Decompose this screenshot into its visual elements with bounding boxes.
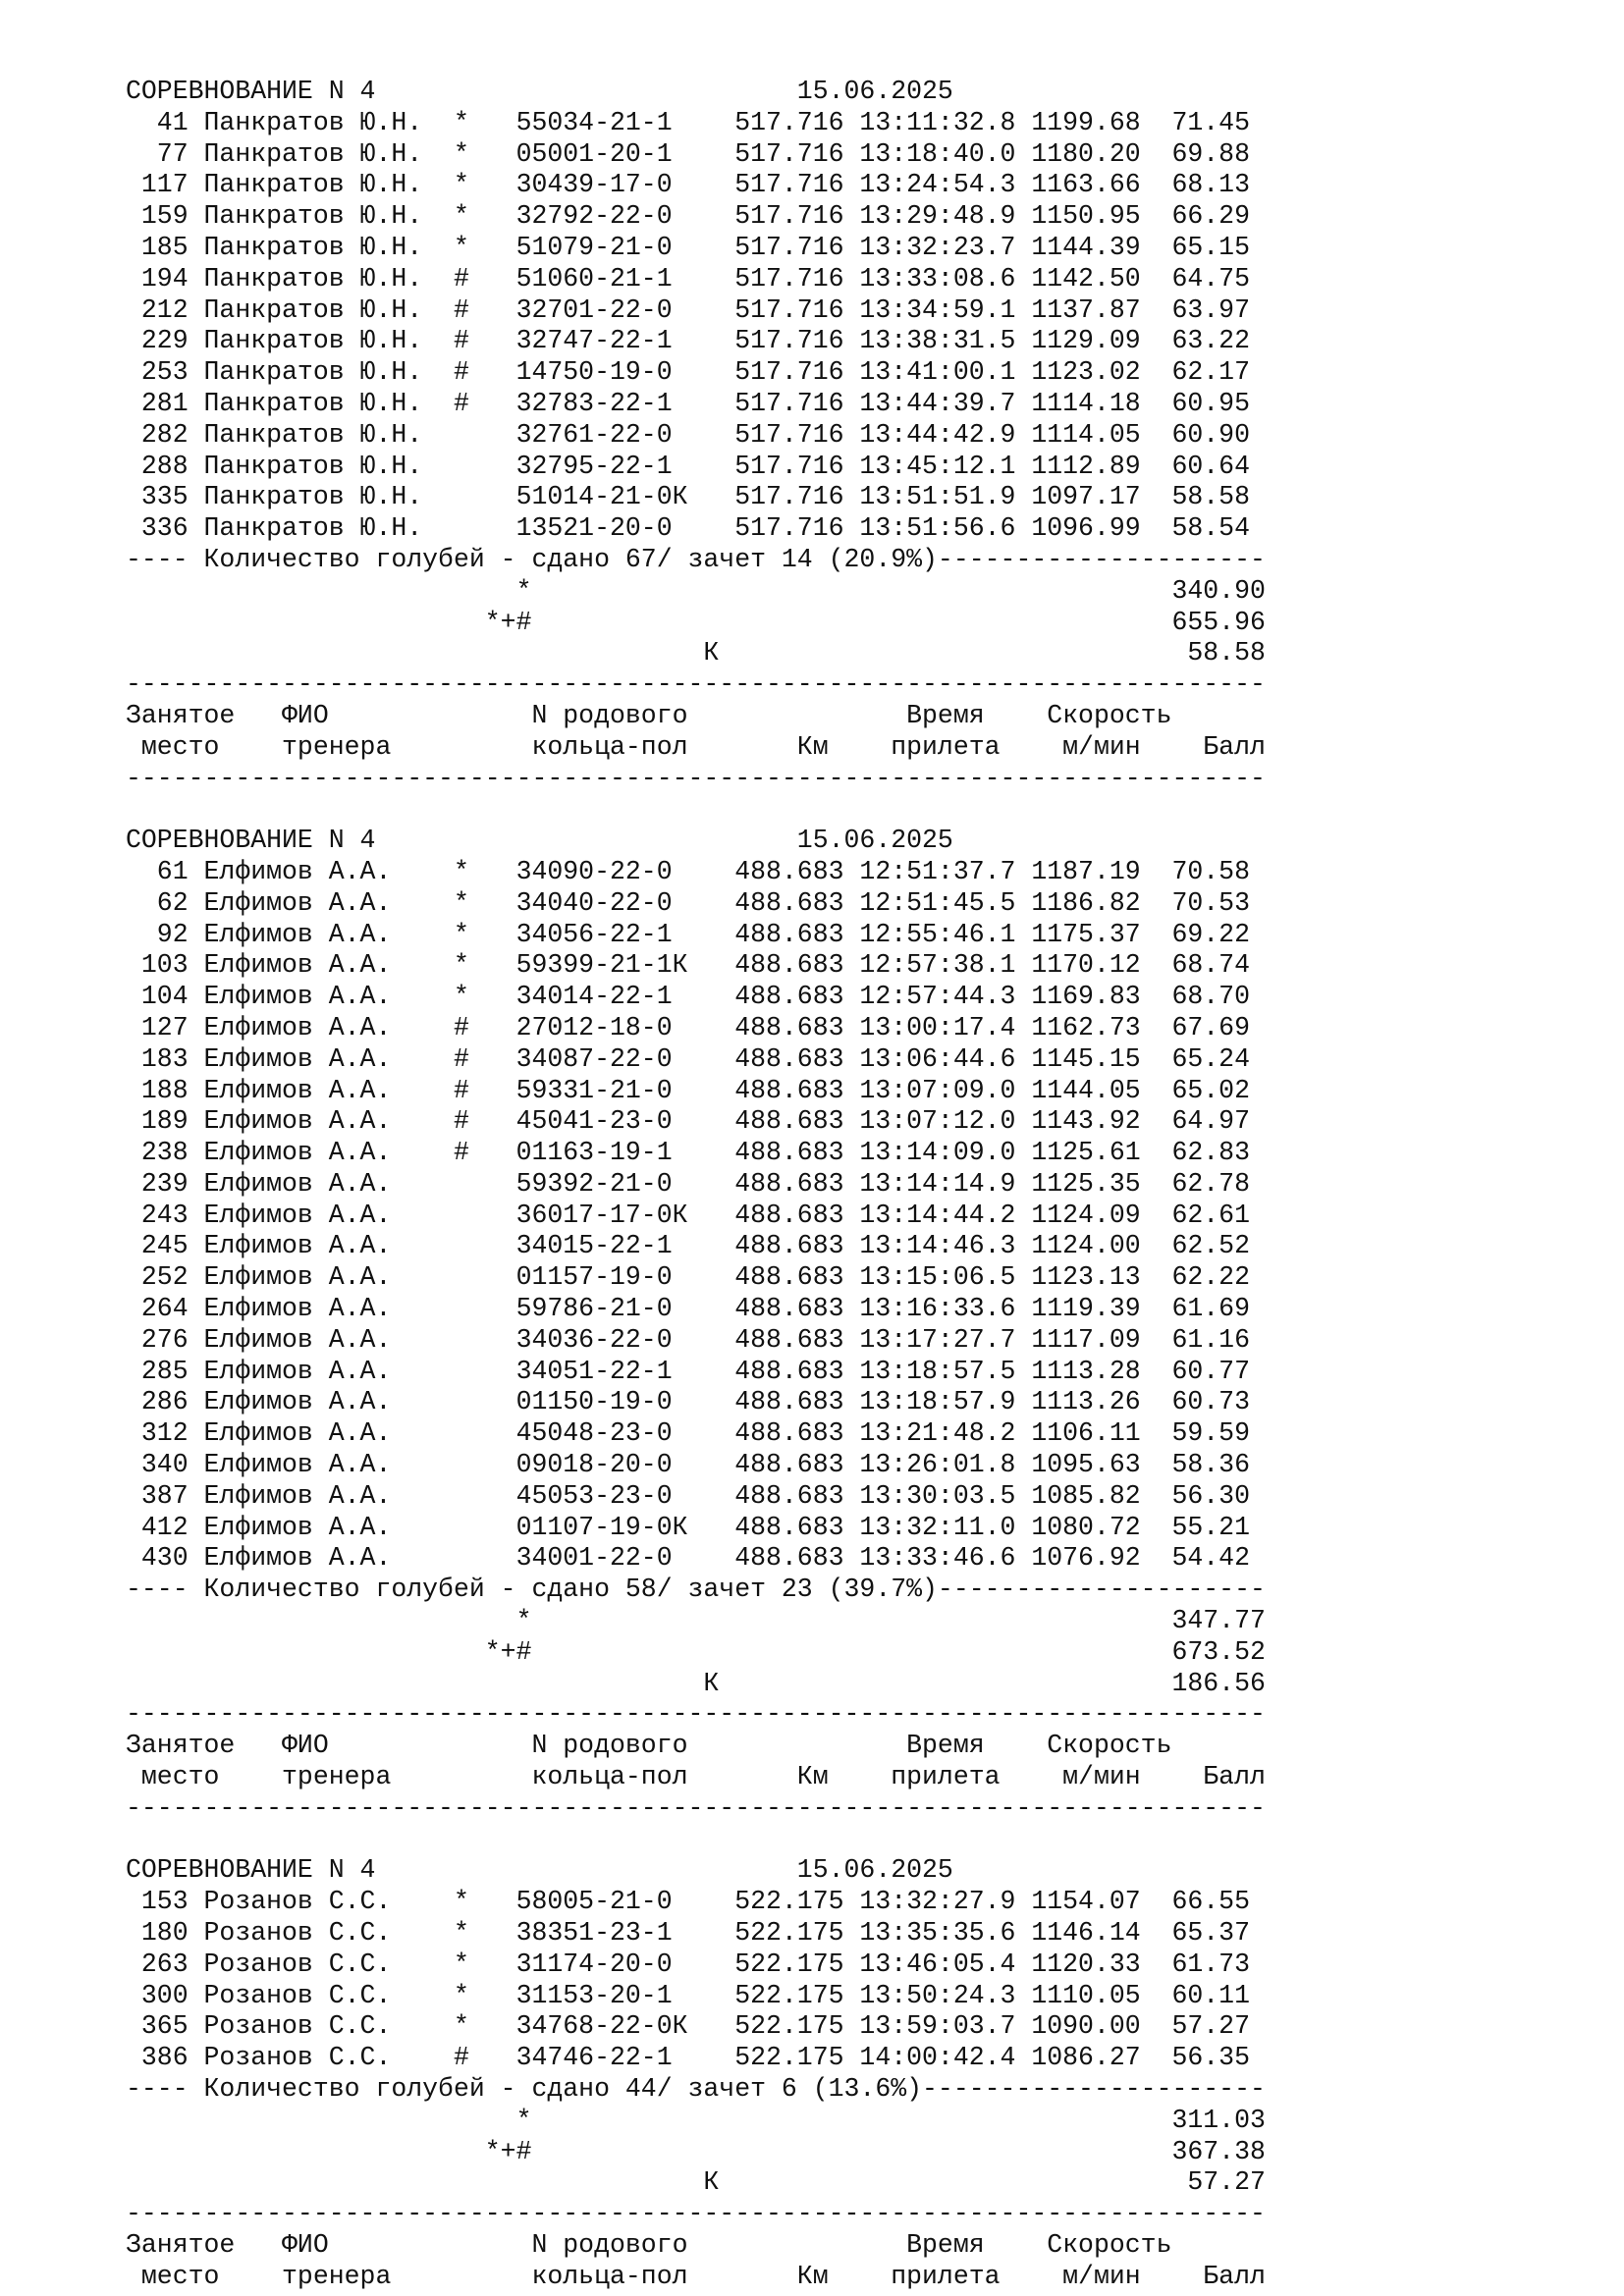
summary-line: ---- Количество голубей - сдано 67/ зачет 14 (20.9%)---------------------: [126, 544, 1266, 574]
table-row: 312 Елфимов А.А. 45048-23-0 488.683 13:21:48.2 1106.11 59.59: [126, 1418, 1250, 1449]
table-row: 253 Панкратов Ю.Н. # 14750-19-0 517.716 13:41:00.1 1123.02 62.17: [126, 357, 1250, 388]
table-row: 245 Елфимов А.А. 34015-22-1 488.683 13:14:46.3 1124.00 62.52: [126, 1231, 1250, 1261]
separator: -------------------------------------------------------------------------: [126, 1699, 1266, 1730]
total-k: К 57.27: [126, 2167, 1266, 2198]
table-row: 159 Панкратов Ю.Н. * 32792-22-0 517.716 13:29:48.9 1150.95 66.29: [126, 201, 1250, 232]
table-row: 62 Елфимов А.А. * 34040-22-0 488.683 12:51:45.5 1186.82 70.53: [126, 887, 1250, 918]
table-row: 335 Панкратов Ю.Н. 51014-21-0К 517.716 13:51:51.9 1097.17 58.58: [126, 482, 1250, 512]
total-star: * 347.77: [126, 1606, 1266, 1636]
table-row: 239 Елфимов А.А. 59392-21-0 488.683 13:14:14.9 1125.35 62.78: [126, 1168, 1250, 1199]
table-row: 263 Розанов С.С. * 31174-20-0 522.175 13:46:05.4 1120.33 61.73: [126, 1949, 1250, 1979]
table-row: 103 Елфимов А.А. * 59399-21-1К 488.683 12:57:38.1 1170.12 68.74: [126, 950, 1250, 981]
total-star: * 340.90: [126, 575, 1266, 606]
blank: [126, 1825, 1266, 1856]
table-row: 183 Елфимов А.А. # 34087-22-0 488.683 13:06:44.6 1145.15 65.24: [126, 1043, 1250, 1074]
separator: -------------------------------------------------------------------------: [126, 1792, 1266, 1823]
competition-header: СОРЕВНОВАНИЕ N 4 15.06.2025: [126, 826, 953, 856]
table-row: 229 Панкратов Ю.Н. # 32747-22-1 517.716 13:38:31.5 1129.09 63.22: [126, 326, 1250, 356]
table-row: 282 Панкратов Ю.Н. 32761-22-0 517.716 13:44:42.9 1114.05 60.90: [126, 419, 1250, 450]
table-row: 194 Панкратов Ю.Н. # 51060-21-1 517.716 13:33:08.6 1142.50 64.75: [126, 263, 1250, 294]
total-star: * 311.03: [126, 2105, 1266, 2135]
column-header-row-1: Занятое ФИО N родового Время Скорость: [126, 2229, 1172, 2260]
table-row: 41 Панкратов Ю.Н. * 55034-21-1 517.716 13:11:32.8 1199.68 71.45: [126, 107, 1250, 137]
table-row: 300 Розанов С.С. * 31153-20-1 522.175 13:50:24.3 1110.05 60.11: [126, 1980, 1250, 2010]
column-header-row-2: место тренера кольца-пол Км прилета м/мин Балл: [126, 1762, 1266, 1792]
column-header-row-2: место тренера кольца-пол Км прилета м/мин Балл: [126, 2261, 1266, 2291]
table-row: 386 Розанов С.С. # 34746-22-1 522.175 14:00:42.4 1086.27 56.35: [126, 2043, 1250, 2073]
table-row: 340 Елфимов А.А. 09018-20-0 488.683 13:26:01.8 1095.63 58.36: [126, 1450, 1250, 1480]
table-row: 185 Панкратов Ю.Н. * 51079-21-0 517.716 13:32:23.7 1144.39 65.15: [126, 232, 1250, 262]
table-row: 117 Панкратов Ю.Н. * 30439-17-0 517.716 13:24:54.3 1163.66 68.13: [126, 170, 1250, 200]
table-row: 276 Елфимов А.А. 34036-22-0 488.683 13:17:27.7 1117.09 61.16: [126, 1324, 1250, 1355]
column-header-row-2: место тренера кольца-пол Км прилета м/мин Балл: [126, 731, 1266, 762]
separator: -------------------------------------------------------------------------: [126, 763, 1266, 793]
table-row: 153 Розанов С.С. * 58005-21-0 522.175 13:32:27.9 1154.07 66.55: [126, 1887, 1250, 1917]
table-row: 212 Панкратов Ю.Н. # 32701-22-0 517.716 13:34:59.1 1137.87 63.97: [126, 294, 1250, 325]
table-row: 285 Елфимов А.А. 34051-22-1 488.683 13:18:57.5 1113.28 60.77: [126, 1356, 1250, 1386]
table-row: 288 Панкратов Ю.Н. 32795-22-1 517.716 13:45:12.1 1112.89 60.64: [126, 451, 1250, 481]
total-star-plus-hash: *+# 655.96: [126, 607, 1266, 637]
table-row: 189 Елфимов А.А. # 45041-23-0 488.683 13:07:12.0 1143.92 64.97: [126, 1106, 1250, 1137]
table-row: 127 Елфимов А.А. # 27012-18-0 488.683 13:00:17.4 1162.73 67.69: [126, 1012, 1250, 1042]
blank: [126, 794, 1266, 826]
results-report: [126, 77, 1266, 2293]
table-row: 180 Розанов С.С. * 38351-23-1 522.175 13:35:35.6 1146.14 65.37: [126, 1918, 1250, 1949]
table-row: 92 Елфимов А.А. * 34056-22-1 488.683 12:55:46.1 1175.37 69.22: [126, 919, 1250, 949]
column-header-row-1: Занятое ФИО N родового Время Скорость: [126, 1731, 1172, 1761]
total-star-plus-hash: *+# 367.38: [126, 2136, 1266, 2166]
column-header-row-1: Занятое ФИО N родового Время Скорость: [126, 700, 1172, 730]
table-row: 412 Елфимов А.А. 01107-19-0К 488.683 13:32:11.0 1080.72 55.21: [126, 1512, 1250, 1542]
competition-header: СОРЕВНОВАНИЕ N 4 15.06.2025: [126, 77, 953, 106]
table-row: 281 Панкратов Ю.Н. # 32783-22-1 517.716 13:44:39.7 1114.18 60.95: [126, 388, 1250, 418]
table-row: 387 Елфимов А.А. 45053-23-0 488.683 13:30:03.5 1085.82 56.30: [126, 1480, 1250, 1511]
summary-line: ---- Количество голубей - сдано 44/ зачет 6 (13.6%)----------------------: [126, 2074, 1266, 2104]
table-row: 252 Елфимов А.А. 01157-19-0 488.683 13:15:06.5 1123.13 62.22: [126, 1262, 1250, 1293]
table-row: 264 Елфимов А.А. 59786-21-0 488.683 13:16:33.6 1119.39 61.69: [126, 1294, 1250, 1324]
table-row: 365 Розанов С.С. * 34768-22-0К 522.175 13:59:03.7 1090.00 57.27: [126, 2011, 1250, 2042]
table-row: 61 Елфимов А.А. * 34090-22-0 488.683 12:51:37.7 1187.19 70.58: [126, 856, 1250, 886]
table-row: 286 Елфимов А.А. 01150-19-0 488.683 13:18:57.9 1113.26 60.73: [126, 1387, 1250, 1417]
total-k: К 58.58: [126, 638, 1266, 668]
total-k: К 186.56: [126, 1668, 1266, 1698]
table-row: 104 Елфимов А.А. * 34014-22-1 488.683 12:57:44.3 1169.83 68.70: [126, 982, 1250, 1012]
table-row: 238 Елфимов А.А. # 01163-19-1 488.683 13:14:09.0 1125.61 62.83: [126, 1138, 1250, 1168]
table-row: 430 Елфимов А.А. 34001-22-0 488.683 13:33:46.6 1076.92 54.42: [126, 1543, 1250, 1574]
competition-header: СОРЕВНОВАНИЕ N 4 15.06.2025: [126, 1855, 953, 1886]
table-row: 77 Панкратов Ю.Н. * 05001-20-1 517.716 13:18:40.0 1180.20 69.88: [126, 138, 1250, 169]
total-star-plus-hash: *+# 673.52: [126, 1636, 1266, 1667]
table-row: 243 Елфимов А.А. 36017-17-0К 488.683 13:14:44.2 1124.09 62.61: [126, 1200, 1250, 1230]
summary-line: ---- Количество голубей - сдано 58/ зачет 23 (39.7%)---------------------: [126, 1575, 1266, 1605]
separator: -------------------------------------------------------------------------: [126, 2199, 1266, 2229]
table-row: 336 Панкратов Ю.Н. 13521-20-0 517.716 13:51:56.6 1096.99 58.54: [126, 513, 1250, 544]
separator: -------------------------------------------------------------------------: [126, 669, 1266, 700]
table-row: 188 Елфимов А.А. # 59331-21-0 488.683 13:07:09.0 1144.05 65.02: [126, 1075, 1250, 1105]
